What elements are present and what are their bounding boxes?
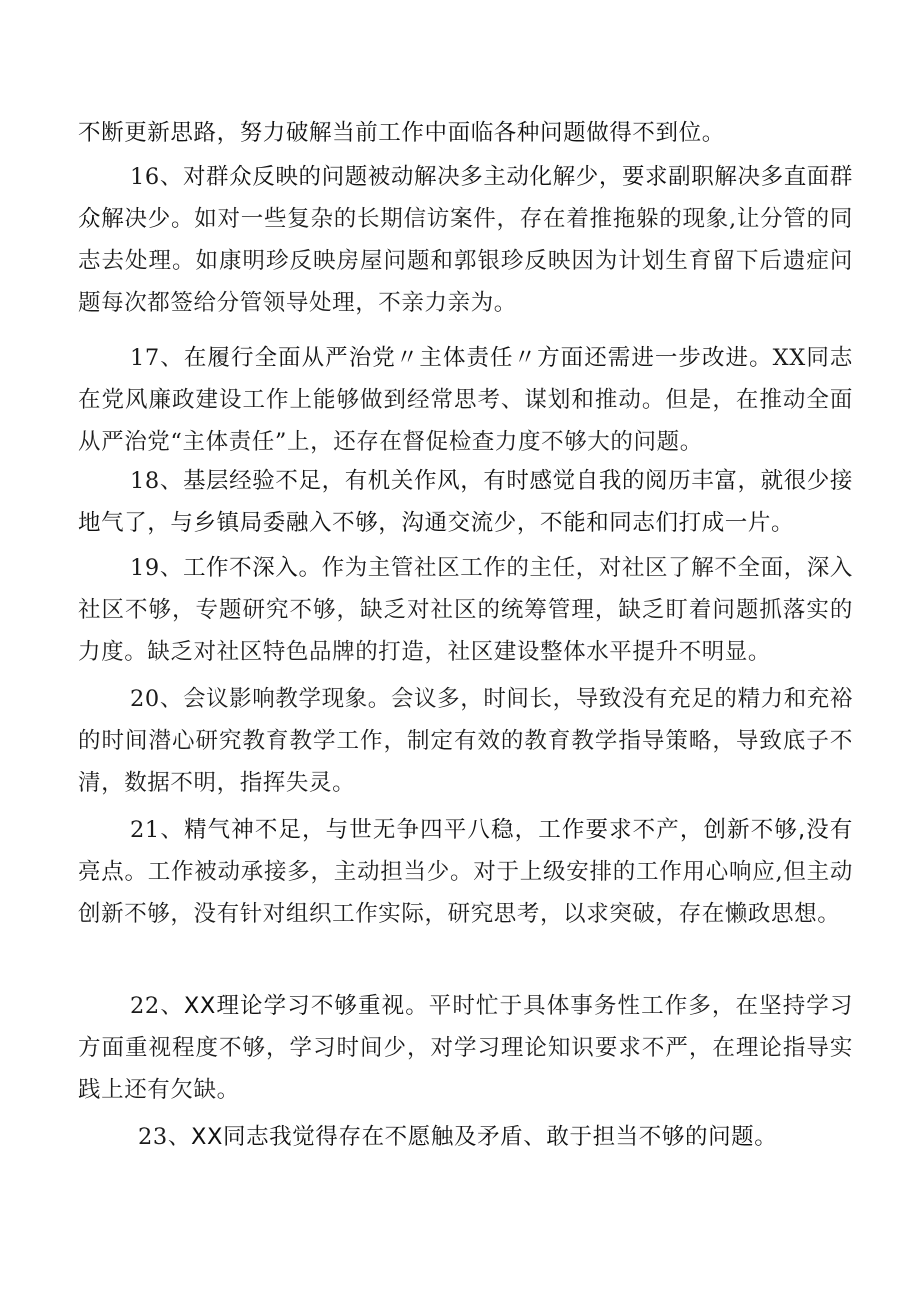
- paragraph-22: [78, 985, 853, 1111]
- paragraph-17: [78, 337, 853, 463]
- paragraph-number: 23、: [138, 1124, 191, 1150]
- paragraph-number: 18、: [130, 468, 183, 494]
- paragraph-lead: XX同志我觉得存在不愿触及矛盾、敢于担当不够的问题。: [190, 1124, 778, 1150]
- paragraph-body: 会议影响教学现象。会议多，时间长，导致没有充足的精力和充裕的时间潜心研究教育教学工作，制定有效的教育教学指导策略，导致底子不清，数据不明，指挥失灵。: [78, 686, 853, 796]
- paragraph-lead: 工作不深入。: [182, 555, 322, 581]
- paragraph-20: [78, 678, 853, 804]
- paragraph-16: [78, 156, 853, 324]
- paragraph-number: 20、: [130, 686, 183, 712]
- paragraph-21: [78, 809, 853, 935]
- paragraph-body: 作为主管社区工作的主任，对社区了解不全面，深入社区不够，专题研究不够，缺乏对社区的统筹管理，缺乏盯着问题抓落实的力度。缺乏对社区特色品牌的打造，社区建设整体水平提升不明显。: [78, 555, 853, 665]
- paragraph-number: 16、: [130, 164, 183, 190]
- paragraph-number: 21、: [130, 817, 184, 843]
- paragraph-body: 如对一些复杂的长期信访案件，存在着推拖躲的现象,让分管的同志去处理。如康明珍反映房屋问题和郭银珍反映因为计划生育留下后遗症问题每次都签给分管领导处理，不亲力亲为。: [78, 206, 853, 316]
- paragraph-number: 17、: [130, 345, 184, 371]
- paragraph-continuation: [78, 112, 853, 154]
- paragraph-body: 工作被动承接多，主动担当少。对于上级安排的工作用心响应,但主动创新不够，没有针对组织工作实际，研究思考，以求突破，存在懒政思想。: [78, 859, 853, 927]
- paragraph-lead: 对群众反映的问题被动解决多主动化解少，要求副职解决多直面群众解决少。: [78, 164, 853, 232]
- paragraph-19: [78, 547, 853, 673]
- paragraph-number: 22、: [130, 993, 184, 1019]
- paragraph-body: XX同志在党风廉政建设工作上能够做到经常思考、谋划和推动。但是，在推动全面从严治党“主体责任”上，还存在督促检查力度不够大的问题。: [78, 345, 853, 455]
- paragraph-lead: XX理论学习不够重视。: [183, 993, 429, 1019]
- paragraph-lead: 基层经验不足，有机关作风，有时感觉自我的阅历丰富，就很少接地气了，与乡镇局委融入不够，沟通交流少，不能和同志们打成一片。: [78, 468, 853, 536]
- paragraph-number: 19、: [130, 555, 183, 581]
- paragraph-lead: 在履行全面从严治党〃主体责任〃方面还需进一步改进。: [183, 345, 773, 371]
- paragraph-lead: 不断更新思路，努力破解当前工作中面临各种问题做得不到位。: [78, 120, 725, 146]
- paragraph-23: [86, 1116, 861, 1158]
- paragraph-lead: 精气神不足，与世无争四平八稳，工作要求不产，创新不够,没有亮点。: [78, 817, 853, 885]
- paragraph-body: 平时忙于具体事务性工作多，在坚持学习方面重视程度不够，学习时间少，对学习理论知识要求不严，在理论指导实践上还有欠缺。: [78, 993, 853, 1103]
- paragraph-18: [78, 460, 853, 544]
